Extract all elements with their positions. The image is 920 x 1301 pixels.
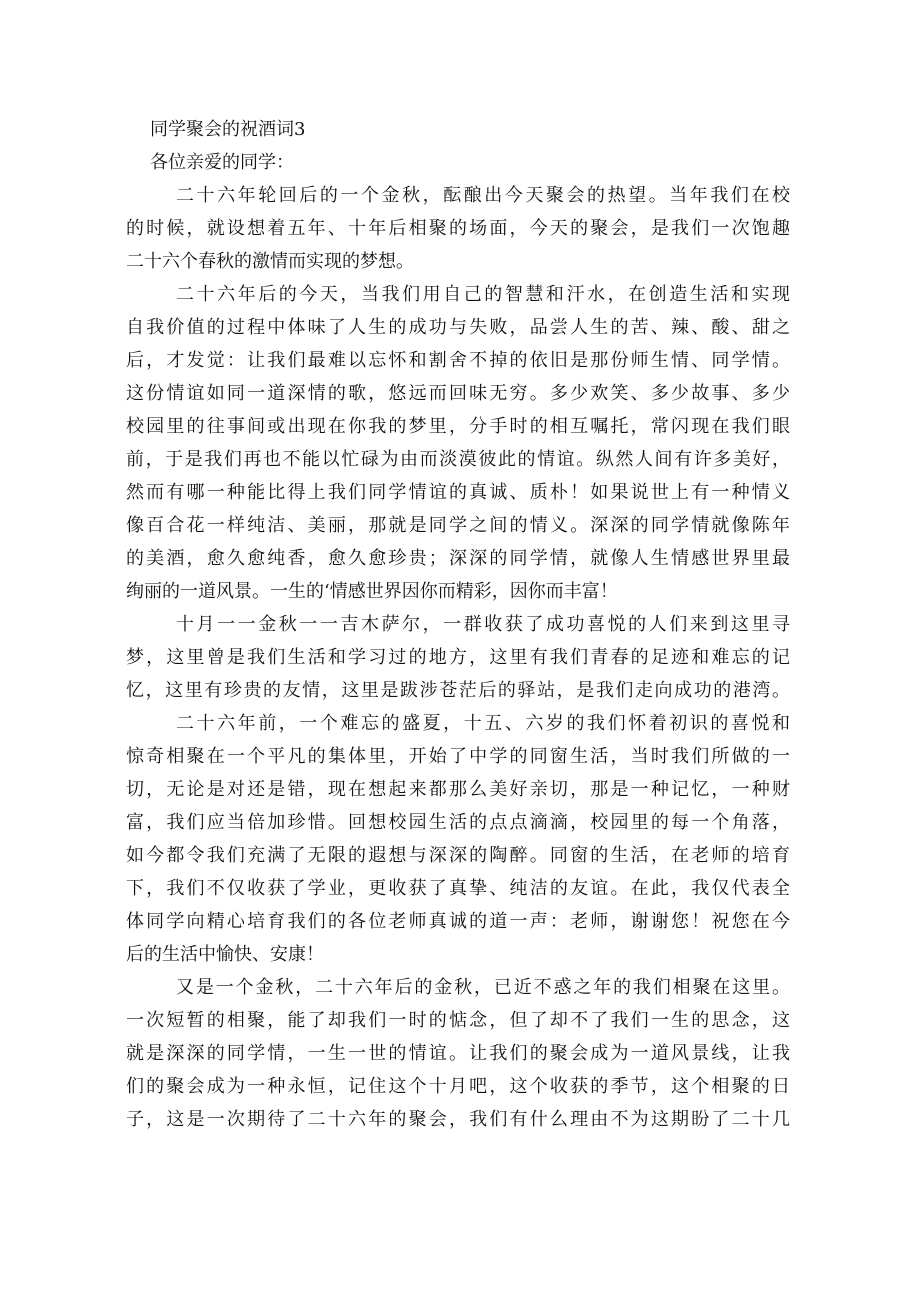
text-line: 这份情谊如同一道深情的歌，悠远而回味无穷。多少欢笑、多少故事、多少 — [126, 383, 790, 404]
greeting: 各位亲爱的同学： — [150, 152, 294, 173]
text-line: 又是一个金秋，二十六年后的金秋，已近不惑之年的我们相聚在这里。 — [176, 977, 790, 998]
text-line: 十月一一金秋一一吉木萨尔，一群收获了成功喜悦的人们来到这里寻 — [176, 614, 790, 635]
text-line: 惊奇相聚在一个平凡的集体里，开始了中学的同窗生活，当时我们所做的一 — [126, 746, 790, 767]
text-line: 下，我们不仅收获了学业，更收获了真挚、纯洁的友谊。在此，我仅代表全 — [126, 878, 790, 899]
text-line: 前，于是我们再也不能以忙碌为由而淡漠彼此的情谊。纵然人间有许多美好， — [126, 449, 790, 470]
text-line: 后的生活中愉快、安康！ — [126, 944, 324, 965]
text-line: 的时候，就设想着五年、十年后相聚的场面，今天的聚会，是我们一次饱趣 — [126, 218, 790, 239]
text-line: 子，这是一次期待了二十六年的聚会，我们有什么理由不为这期盼了二十几 — [126, 1109, 790, 1130]
text-line: 的美酒，愈久愈纯香，愈久愈珍贵；深深的同学情，就像人生情感世界里最 — [126, 548, 790, 569]
document-title: 同学聚会的祝酒词3 — [150, 119, 306, 140]
text-line: 后，才发觉：让我们最难以忘怀和割舍不掉的依旧是那份师生情、同学情。 — [126, 350, 790, 371]
paragraph — [126, 608, 790, 707]
document-body — [126, 113, 790, 1136]
paragraph — [126, 179, 790, 278]
text-line: 们的聚会成为一种永恒，记住这个十月吧，这个收获的季节，这个相聚的日 — [126, 1076, 790, 1097]
text-line: 校园里的往事间或出现在你我的梦里，分手时的相互嘱托，常闪现在我们眼 — [126, 416, 790, 437]
paragraph — [126, 971, 790, 1136]
text-line: 一次短暂的相聚，能了却我们一时的惦念，但了却不了我们一生的思念，这 — [126, 1010, 790, 1031]
text-line: 二十六年前，一个难忘的盛夏，十五、六岁的我们怀着初识的喜悦和 — [176, 713, 790, 734]
text-line: 绚丽的一道风景。一生的‘情感世界因你而精彩，因你而丰富！ — [126, 581, 618, 602]
text-line: 像百合花一样纯洁、美丽，那就是同学之间的情义。深深的同学情就像陈年 — [126, 515, 790, 536]
text-line: 梦，这里曾是我们生活和学习过的地方，这里有我们青春的足迹和难忘的记 — [126, 647, 790, 668]
text-line: 切，无论是对还是错，现在想起来都那么美好亲切，那是一种记忆，一种财 — [126, 779, 790, 800]
text-line: 体同学向精心培育我们的各位老师真诚的道一声：老师，谢谢您！祝您在今 — [126, 911, 790, 932]
text-line: 忆，这里有珍贵的友情，这里是跋涉苍茫后的驿站，是我们走向成功的港湾。 — [126, 680, 790, 701]
text-line: 富，我们应当倍加珍惜。回想校园生活的点点滴滴，校园里的每一个角落， — [126, 812, 790, 833]
text-line: 二十六年轮回后的一个金秋，酝酿出今天聚会的热望。当年我们在校 — [176, 185, 790, 206]
paragraphs — [126, 179, 790, 1136]
paragraph — [126, 278, 790, 608]
paragraph — [126, 707, 790, 971]
text-line: 如今都令我们充满了无限的遐想与深深的陶醉。同窗的生活，在老师的培育 — [126, 845, 790, 866]
text-line: 自我价值的过程中体味了人生的成功与失败，品尝人生的苦、辣、酸、甜之 — [126, 317, 790, 338]
text-line: 就是深深的同学情，一生一世的情谊。让我们的聚会成为一道风景线，让我 — [126, 1043, 790, 1064]
text-line: 然而有哪一种能比得上我们同学情谊的真诚、质朴！如果说世上有一种情义 — [126, 482, 790, 503]
text-line: 二十六个春秋的激情而实现的梦想。 — [126, 251, 414, 272]
text-line: 二十六年后的今天，当我们用自己的智慧和汗水，在创造生活和实现 — [176, 284, 790, 305]
